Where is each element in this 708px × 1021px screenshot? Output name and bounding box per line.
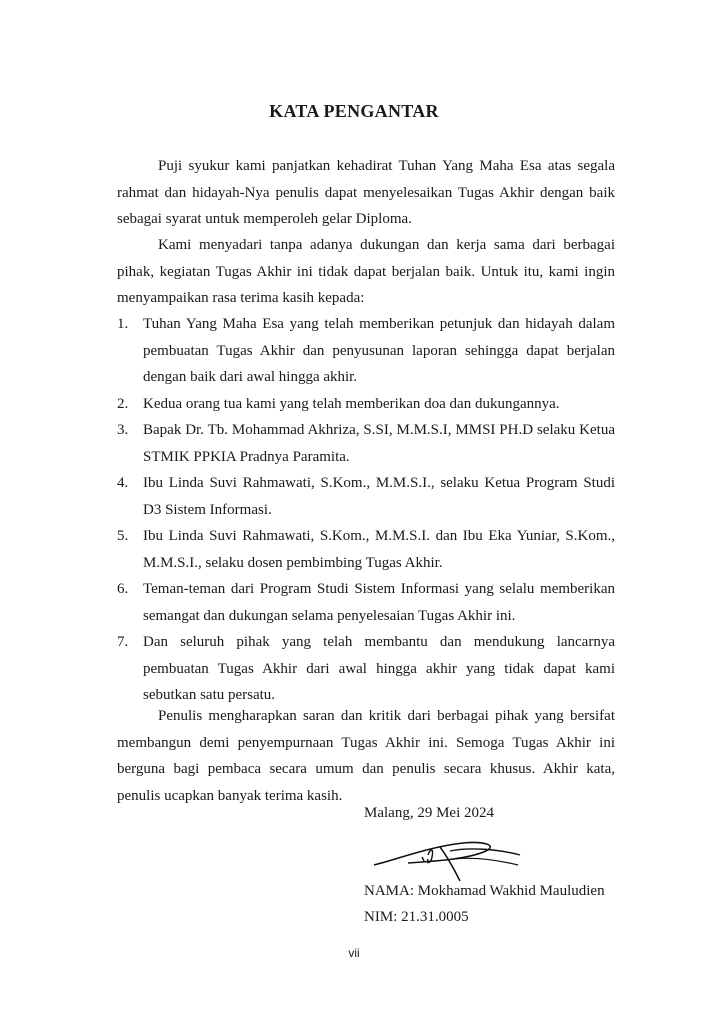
list-item bbox=[117, 576, 615, 629]
list-item-number: 2. bbox=[117, 395, 129, 412]
list-item-text: Kedua orang tua kami yang telah memberikan doa dan dukungannya. bbox=[143, 395, 560, 412]
list-item-text: Ibu Linda Suvi Rahmawati, S.Kom., M.M.S.I., selaku Ketua Program Studi D3 Sistem Informasi. bbox=[143, 475, 615, 518]
list-item bbox=[117, 417, 615, 470]
intro-paragraph-text: Puji syukur kami panjatkan kehadirat Tuhan Yang Maha Esa atas segala rahmat dan hidayah-Nya penulis dapat menyelesaikan Tugas Akhir dengan baik sebagai syarat untuk memperoleh gelar Diploma. bbox=[117, 158, 615, 227]
page-title: KATA PENGANTAR bbox=[269, 101, 439, 121]
acknowledgement-paragraph bbox=[117, 232, 615, 312]
list-item-text: Teman-teman dari Program Studi Sistem Informasi yang selalu memberikan semangat dan dukungan selama penyelesaian Tugas Akhir ini. bbox=[143, 581, 615, 624]
list-item bbox=[117, 311, 615, 391]
list-item bbox=[117, 391, 615, 418]
closing-paragraph bbox=[117, 703, 615, 809]
list-item-number: 5. bbox=[117, 528, 129, 544]
list-item-number: 7. bbox=[117, 634, 129, 650]
closing-paragraph-text: Penulis mengharapkan saran dan kritik dari berbagai pihak yang bersifat membangun demi penyempurnaan Tugas Akhir ini. Semoga Tugas Akhir ini berguna bagi pembaca secara umum dan penulis secara khusus. Akhir kata, penulis ucapkan banyak terima kasih. bbox=[117, 708, 615, 804]
signer-name: NAMA: Mokhamad Wakhid Mauludien bbox=[364, 883, 605, 899]
list-item bbox=[117, 470, 615, 523]
list-item-number: 6. bbox=[117, 581, 129, 597]
list-item-number: 3. bbox=[117, 422, 129, 438]
thanks-list bbox=[117, 311, 615, 709]
list-item-number: 1. bbox=[117, 316, 129, 332]
list-item bbox=[117, 629, 615, 709]
page-number: vii bbox=[348, 946, 360, 960]
list-item-text: Dan seluruh pihak yang telah membantu dan mendukung lancarnya pembuatan Tugas Akhir dari awal hingga akhir yang tidak dapat kami sebutkan satu persatu. bbox=[143, 634, 615, 703]
list-item-text: Bapak Dr. Tb. Mohammad Akhriza, S.SI, M.M.S.I, MMSI PH.D selaku Ketua STMIK PPKIA Pradnya Paramita. bbox=[143, 422, 615, 465]
handwritten-signature bbox=[368, 825, 528, 885]
list-item-text: Tuhan Yang Maha Esa yang telah memberikan petunjuk dan hidayah dalam pembuatan Tugas Akhir dan penyusunan laporan sehingga dapat berjalan dengan baik dari awal hingga akhir. bbox=[143, 316, 615, 385]
list-item bbox=[117, 523, 615, 576]
acknowledgement-paragraph-text: Kami menyadari tanpa adanya dukungan dan kerja sama dari berbagai pihak, kegiatan Tugas Akhir ini tidak dapat berjalan baik. Untuk itu, kami ingin menyampaikan rasa terima kasih kepada: bbox=[117, 237, 615, 306]
list-item-number: 4. bbox=[117, 475, 129, 491]
list-item-text: Ibu Linda Suvi Rahmawati, S.Kom., M.M.S.I. dan Ibu Eka Yuniar, S.Kom., M.M.S.I., selaku dosen pembimbing Tugas Akhir. bbox=[143, 528, 615, 571]
intro-paragraph bbox=[117, 153, 615, 233]
place-date: Malang, 29 Mei 2024 bbox=[364, 805, 494, 821]
signer-nim: NIM: 21.31.0005 bbox=[364, 909, 469, 925]
